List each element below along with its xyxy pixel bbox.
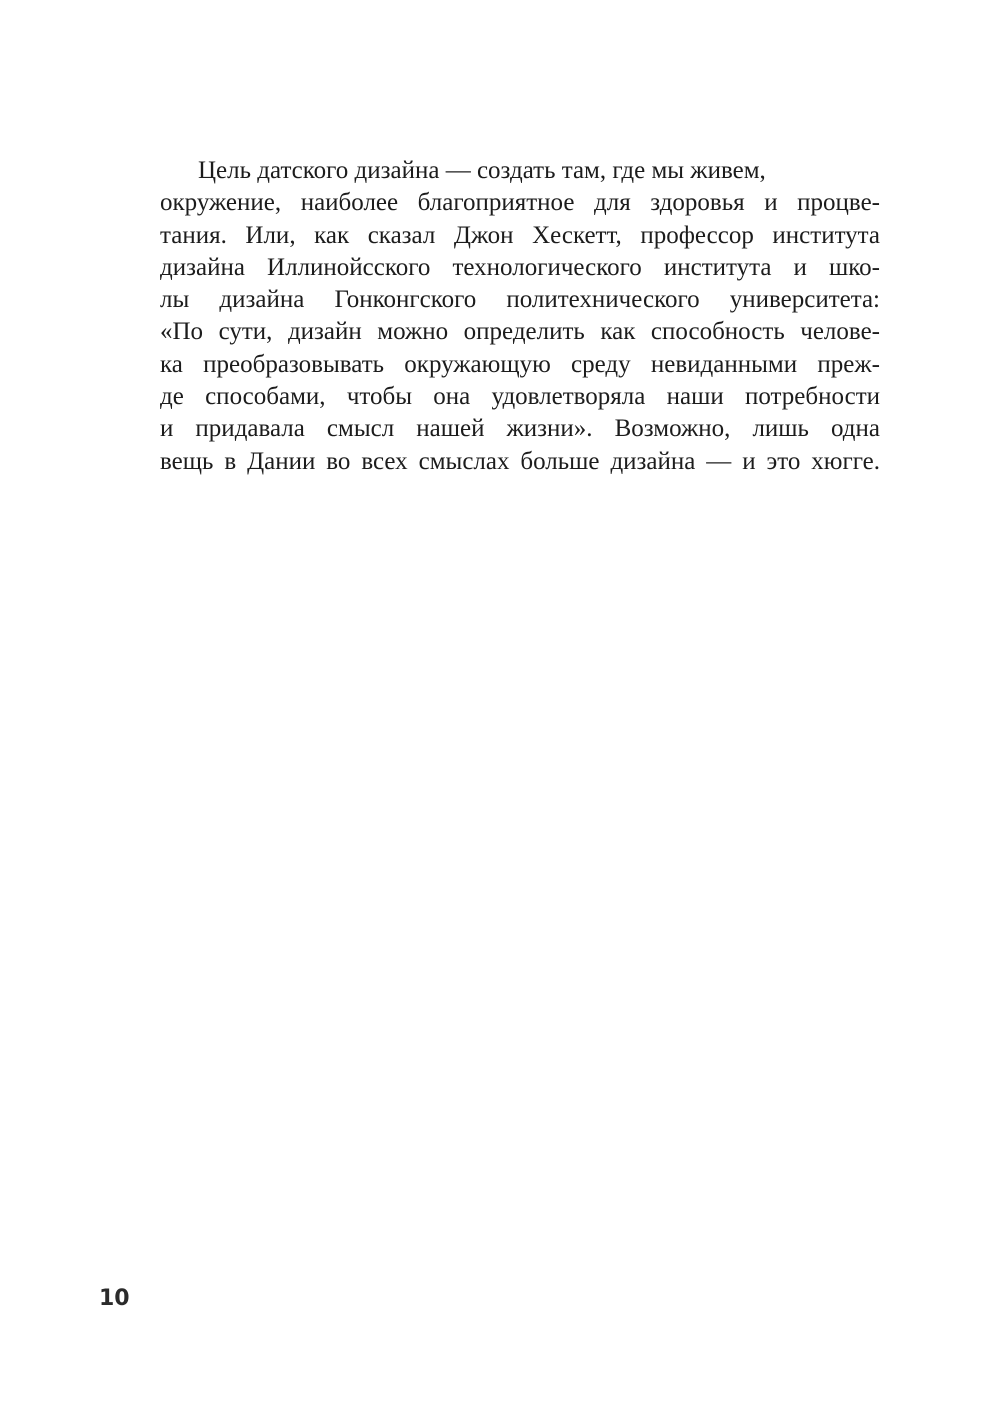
paragraph-line: «По сути, дизайн можно определить как способность челове-	[160, 318, 880, 346]
paragraph-line: ка преобразовывать окружающую среду невиданными преж-	[160, 350, 880, 378]
paragraph-line: дизайна Иллинойсского технологического института и шко-	[160, 253, 880, 281]
paragraph-line: Цель датского дизайна — создать там, где мы живем,	[198, 157, 766, 184]
page-number: 10	[99, 1286, 130, 1311]
paragraph-line: тания. Или, как сказал Джон Хескетт, профессор института	[160, 221, 880, 249]
paragraph-line: де способами, чтобы она удовлетворяла наши потребности	[160, 383, 880, 411]
body-paragraph	[160, 155, 880, 478]
paragraph-line: вещь в Дании во всех смыслах больше дизайна — и это хюгге.	[160, 447, 880, 475]
paragraph-line: лы дизайна Гонконгского политехнического университета:	[160, 286, 880, 314]
paragraph-line: и придавала смысл нашей жизни». Возможно, лишь одна	[160, 415, 880, 443]
paragraph-line: окружение, наиболее благоприятное для здоровья и процве-	[160, 189, 880, 217]
